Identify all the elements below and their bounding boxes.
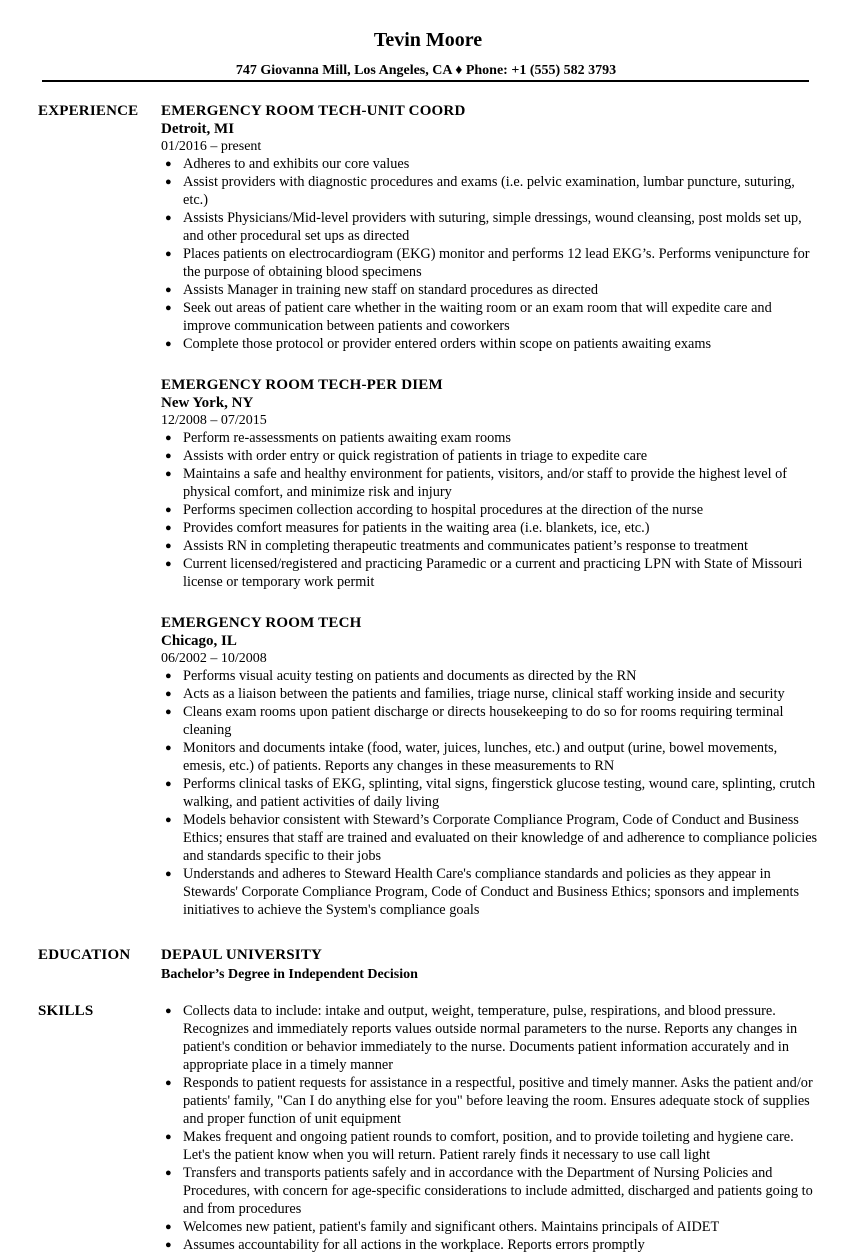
bullet-item (165, 1164, 821, 1218)
bullet-text: Assists Physicians/Mid-level providers with suturing, simple dressings, wound cleansing, post molds set up, and other procedural set ups as directed (183, 210, 802, 244)
bullet-text: Maintains a safe and healthy environment for patients, visitors, and/or staff to provide the highest level of physical comfort, and minimize risk and injury (183, 466, 788, 500)
bullet-item (165, 775, 821, 811)
bullet-item (165, 739, 821, 775)
bullet-icon: ● (165, 1221, 172, 1233)
candidate-name: Tevin Moore (373, 29, 483, 51)
bullet-item (165, 155, 821, 173)
bullet-icon: ● (165, 248, 172, 260)
bullet-item (165, 447, 821, 465)
bullet-text: Assists with order entry or quick registration of patients in triage to expedite care (183, 448, 648, 464)
bullet-icon: ● (165, 1077, 172, 1089)
bullet-icon: ● (165, 1239, 172, 1251)
bullet-text: Cleans exam rooms upon patient discharge or directs housekeeping to do so for rooms requiring terminal cleaning (183, 704, 784, 738)
bullet-text: Makes frequent and ongoing patient rounds to comfort, position, and to provide toileting and hygiene care. Let's the patient know when you will return. Patient rarely finds it necessary to use call light (183, 1129, 794, 1163)
bullet-icon: ● (165, 670, 172, 682)
bullet-icon: ● (165, 868, 172, 880)
bullet-item (165, 865, 821, 919)
bullet-icon: ● (165, 212, 172, 224)
bullet-text: Seek out areas of patient care whether in the waiting room or an exam room that will expedite care and improve communication between patients and coworkers (183, 300, 772, 334)
bullet-item (165, 299, 821, 335)
bullet-text: Perform re-assessments on patients awaiting exam rooms (183, 430, 511, 446)
job-bullets (161, 667, 821, 919)
degree-name: Bachelor’s Degree in Independent Decision (161, 967, 418, 982)
bullet-text: Monitors and documents intake (food, water, juices, lunches, etc.) and output (urine, bowel movements, emesis, etc.) of patients. Reports any changes in these measurements to RN (183, 740, 778, 774)
bullet-icon: ● (165, 158, 172, 170)
job-entry (161, 376, 821, 591)
bullet-text: Transfers and transports patients safely and in accordance with the Department of Nursing Policies and Procedures, with concern for age-specific considerations to include admitted, discharged and patients going to and from procedures (183, 1165, 813, 1217)
bullet-icon: ● (165, 814, 172, 826)
bullet-text: Places patients on electrocardiogram (EKG) monitor and performs 12 lead EKG’s. Performs venipuncture for the purpose of obtaining blood specimens (183, 246, 810, 280)
bullet-text: Adheres to and exhibits our core values (183, 156, 410, 172)
bullet-icon: ● (165, 540, 172, 552)
bullet-text: Assumes accountability for all actions in the workplace. Reports errors promptly (183, 1237, 645, 1253)
bullet-item (165, 501, 821, 519)
bullet-item (165, 429, 821, 447)
bullet-icon: ● (165, 302, 172, 314)
bullet-icon: ● (165, 284, 172, 296)
job-dates: 12/2008 – 07/2015 (161, 413, 267, 428)
bullet-item (165, 685, 821, 703)
job-title: EMERGENCY ROOM TECH (161, 615, 362, 631)
bullet-icon: ● (165, 432, 172, 444)
experience-body (161, 102, 821, 942)
job-bullets (161, 429, 821, 591)
school-name: DEPAUL UNIVERSITY (161, 947, 323, 963)
job-entry (161, 102, 821, 353)
bullet-item (165, 1218, 821, 1236)
bullet-text: Performs visual acuity testing on patients and documents as directed by the RN (183, 668, 637, 684)
bullet-text: Assists Manager in training new staff on standard procedures as directed (183, 282, 599, 298)
bullet-text: Provides comfort measures for patients in the waiting area (i.e. blankets, ice, etc.) (183, 520, 650, 536)
job-location: New York, NY (161, 395, 254, 411)
bullet-item (165, 465, 821, 501)
bullet-text: Current licensed/registered and practicing Paramedic or a current and practicing LPN with State of Missouri license or temporary work permit (183, 556, 803, 590)
bullet-item (165, 173, 821, 209)
bullet-text: Acts as a liaison between the patients and families, triage nurse, clinical staff working inside and security (183, 686, 785, 702)
bullet-text: Complete those protocol or provider entered orders within scope on patients awaiting exams (183, 336, 712, 352)
bullet-icon: ● (165, 450, 172, 462)
bullet-item (165, 1236, 821, 1254)
bullet-icon: ● (165, 1131, 172, 1143)
experience-heading: EXPERIENCE (38, 103, 139, 119)
bullet-text: Assist providers with diagnostic procedures and exams (i.e. pelvic examination, lumbar puncture, suturing, etc.) (183, 174, 795, 208)
bullet-text: Models behavior consistent with Steward’s Corporate Compliance Program, Code of Conduct and Business Ethics; ensures that staff are trained and evaluated on their knowledge of and adherence to compliance policies and standards specific to their jobs (183, 812, 818, 864)
bullet-item (165, 1002, 821, 1074)
bullet-item (165, 555, 821, 591)
education-body (161, 946, 821, 985)
bullet-item (165, 209, 821, 245)
bullet-item (165, 281, 821, 299)
bullet-item (165, 667, 821, 685)
bullet-icon: ● (165, 742, 172, 754)
bullet-item (165, 245, 821, 281)
bullet-item (165, 1074, 821, 1128)
skills-body (161, 1002, 821, 1254)
skills-heading: SKILLS (38, 1003, 94, 1019)
bullet-icon: ● (165, 706, 172, 718)
bullet-icon: ● (165, 176, 172, 188)
bullet-text: Performs specimen collection according to hospital procedures at the direction of the nurse (183, 502, 704, 518)
bullet-icon: ● (165, 778, 172, 790)
bullet-text: Assists RN in completing therapeutic treatments and communicates patient’s response to treatment (183, 538, 748, 554)
bullet-icon: ● (165, 1167, 172, 1179)
job-location: Detroit, MI (161, 121, 235, 137)
bullet-text: Welcomes new patient, patient's family and significant others. Maintains principals of AIDET (183, 1219, 720, 1235)
bullet-item (165, 519, 821, 537)
bullet-text: Collects data to include: intake and output, weight, temperature, pulse, respirations, and blood pressure. Recognizes and immediately reports values outside normal parameters to the nurse. Reports any changes in patient's condition or behavior immediately to the nurse. Documents patient information accurately and in appropriate place in a timely manner (183, 1003, 798, 1073)
bullet-item (165, 703, 821, 739)
header-divider (42, 80, 809, 82)
education-heading: EDUCATION (38, 947, 131, 963)
contact-line: 747 Giovanna Mill, Los Angeles, CA ♦ Phone: +1 (555) 582 3793 (235, 63, 617, 78)
bullet-icon: ● (165, 504, 172, 516)
bullet-icon: ● (165, 558, 172, 570)
bullet-icon: ● (165, 338, 172, 350)
bullet-icon: ● (165, 1005, 172, 1017)
job-dates: 01/2016 – present (161, 139, 262, 154)
bullet-item (165, 811, 821, 865)
job-dates: 06/2002 – 10/2008 (161, 651, 267, 666)
job-title: EMERGENCY ROOM TECH-UNIT COORD (161, 103, 466, 119)
bullet-text: Responds to patient requests for assistance in a respectful, positive and timely manner. Asks the patient and/or patients' family, "Can I do anything else for you" before leaving the room. Ensures adequate stock of supplies and proper function of unit equipment (183, 1075, 813, 1127)
job-title: EMERGENCY ROOM TECH-PER DIEM (161, 377, 443, 393)
bullet-text: Performs clinical tasks of EKG, splinting, vital signs, fingerstick glucose testing, wound care, splinting, crutch walking, and patient activities of daily living (183, 776, 816, 810)
bullet-item (165, 537, 821, 555)
skills-bullets (161, 1002, 821, 1254)
bullet-icon: ● (165, 468, 172, 480)
job-location: Chicago, IL (161, 633, 237, 649)
job-bullets (161, 155, 821, 353)
bullet-text: Understands and adheres to Steward Health Care's compliance standards and policies as they appear in Stewards' Corporate Compliance Program, Code of Conduct and Business Ethics; sponsors and implements initiatives to achieve the System's compliance goals (183, 866, 800, 918)
bullet-item (165, 1128, 821, 1164)
bullet-item (165, 335, 821, 353)
bullet-icon: ● (165, 688, 172, 700)
job-entry (161, 614, 821, 919)
bullet-icon: ● (165, 522, 172, 534)
